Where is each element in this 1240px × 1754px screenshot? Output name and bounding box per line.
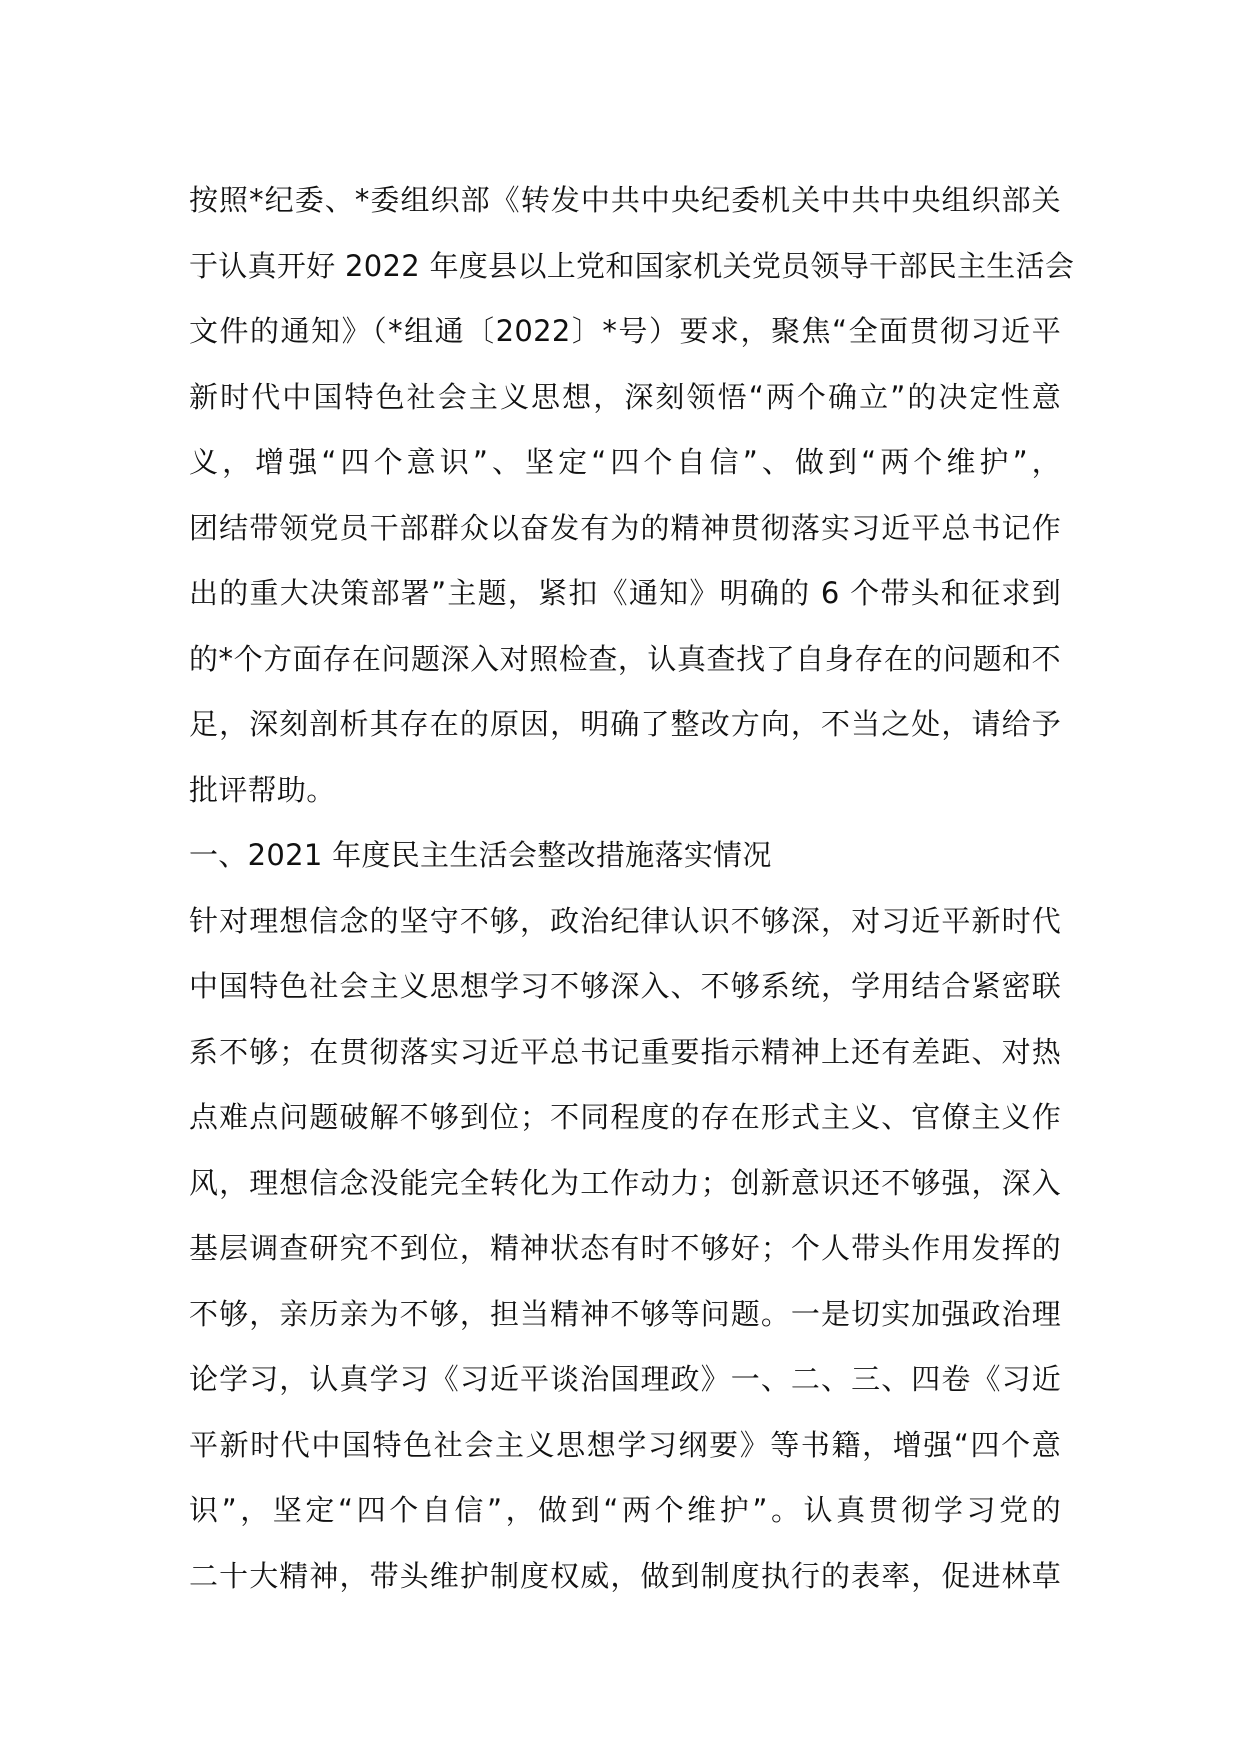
text-line: 平新时代中国特色社会主义思想学习纲要》等书籍，增强“四个意	[189, 1427, 1061, 1462]
text-line: 的*个方面存在问题深入对照检查，认真查找了自身存在的问题和不	[189, 641, 1061, 676]
text-line: 基层调查研究不到位，精神状态有时不够好；个人带头作用发挥的	[189, 1231, 1061, 1265]
text-line: 针对理想信念的坚守不够，政治纪律认识不够深，对习近平新时代	[189, 903, 1061, 938]
document-body	[189, 168, 1075, 1609]
intro-paragraph	[189, 168, 1075, 823]
text-line: 风，理想信念没能完全转化为工作动力；创新意识还不够强，深入	[189, 1165, 1061, 1200]
text-line: 批评帮助。	[189, 772, 336, 807]
text-line: 足，深刻剖析其存在的原因，明确了整改方向，不当之处，请给予	[189, 707, 1061, 741]
text-line: 识”，坚定“四个自信”，做到“两个维护”。认真贯彻学习党的	[189, 1493, 1061, 1527]
section-heading: 一、2021 年度民主生活会整改措施落实情况	[189, 838, 772, 872]
text-line: 出的重大决策部署”主题，紧扣《通知》明确的 6 个带头和征求到	[189, 576, 1061, 610]
text-line: 论学习，认真学习《习近平谈治国理政》一、二、三、四卷《习近	[189, 1362, 1061, 1396]
body-paragraph	[189, 889, 1061, 1610]
text-line: 二十大精神，带头维护制度权威，做到制度执行的表率，促进林草	[189, 1558, 1061, 1593]
text-line: 新时代中国特色社会主义思想，深刻领悟“两个确立”的决定性意	[189, 379, 1061, 414]
text-line: 团结带领党员干部群众以奋发有为的精神贯彻落实习近平总书记作	[189, 510, 1061, 545]
text-line: 于认真开好 2022 年度县以上党和国家机关党员领导干部民主生活会	[189, 248, 1075, 283]
text-line: 中国特色社会主义思想学习不够深入、不够系统，学用结合紧密联	[189, 969, 1061, 1003]
text-line: 义，增强“四个意识”、坚定“四个自信”、做到“两个维护”，	[189, 445, 1061, 479]
text-line: 不够，亲历亲为不够，担当精神不够等问题。一是切实加强政治理	[189, 1296, 1061, 1331]
text-line: 系不够；在贯彻落实习近平总书记重要指示精神上还有差距、对热	[189, 1034, 1061, 1069]
text-line: 文件的通知》（*组通〔2022〕*号）要求，聚焦“全面贯彻习近平	[189, 314, 1061, 348]
text-line: 点难点问题破解不够到位；不同程度的存在形式主义、官僚主义作	[189, 1100, 1061, 1134]
text-line: 按照*纪委、*委组织部《转发中共中央纪委机关中共中央组织部关	[189, 183, 1061, 217]
